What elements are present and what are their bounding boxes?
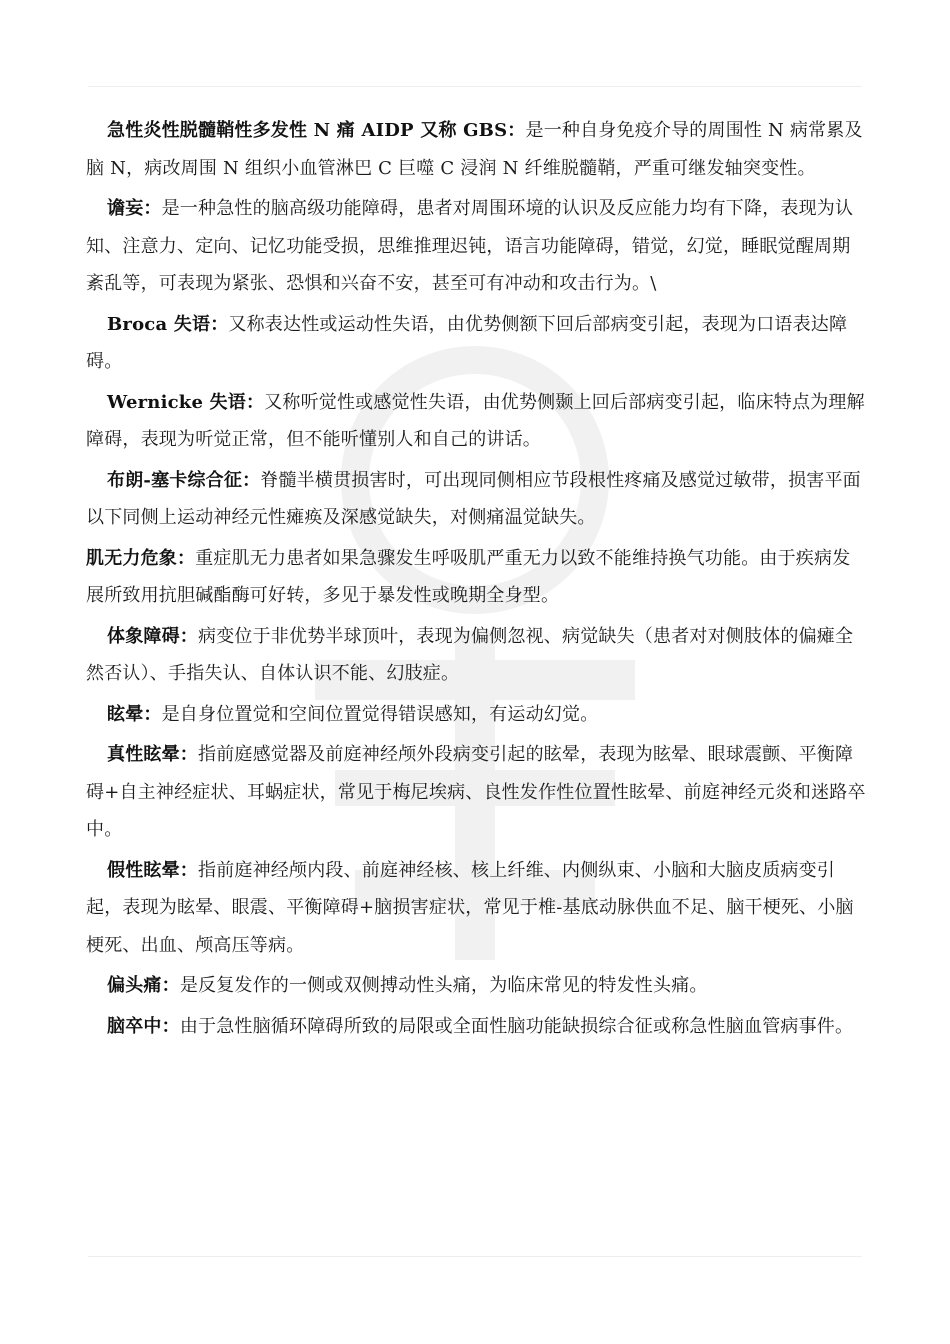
definition-body-image-disorder: 病变位于非优势半球顶叶，表现为偏侧忽视、病觉缺失（患者对对侧肢体的偏瘫全然否认）、手指失认、自体认识不能、幻肢症。	[86, 625, 854, 684]
definition-pseudo-vertigo: 指前庭神经颅内段、前庭神经核、核上纤维、内侧纵束、小脑和大脑皮质病变引起，表现为眩晕、眼震、平衡障碍+脑损害症状，常见于椎-基底动脉供血不足、脑干梗死、小脑梗死、出血、颅高压等病。	[86, 859, 854, 956]
definition-wernicke-aphasia: 又称听觉性或感觉性失语，由优势侧颞上回后部病变引起，临床特点为理解障碍，表现为听觉正常，但不能听懂别人和自己的讲话。	[86, 391, 865, 450]
term-brown-sequard: 布朗-塞卡综合征：	[107, 469, 261, 491]
term-aidp: 急性炎性脱髓鞘性多发性 N 痛 AIDP 又称 GBS：	[107, 120, 526, 141]
term-body-image-disorder: 体象障碍：	[107, 625, 198, 647]
term-stroke: 脑卒中：	[107, 1015, 180, 1037]
term-pseudo-vertigo: 假性眩晕：	[107, 859, 198, 881]
glossary-content	[86, 112, 868, 1048]
glossary-entry-broca-aphasia	[86, 306, 868, 381]
glossary-entry-body-image-disorder	[86, 618, 868, 693]
glossary-entry-brown-sequard	[86, 462, 868, 537]
glossary-entry-pseudo-vertigo	[86, 852, 868, 965]
term-wernicke-aphasia: Wernicke 失语：	[107, 391, 265, 413]
definition-true-vertigo: 指前庭感觉器及前庭神经颅外段病变引起的眩晕，表现为眩晕、眼球震颤、平衡障碍+自主神经症状、耳蜗症状，常见于梅尼埃病、良性发作性位置性眩晕、前庭神经元炎和迷路卒中。	[86, 744, 866, 840]
glossary-entry-delirium	[86, 190, 868, 303]
definition-brown-sequard: 脊髓半横贯损害时，可出现同侧相应节段根性疼痛及感觉过敏带，损害平面以下同侧上运动神经元性瘫痪及深感觉缺失，对侧痛温觉缺失。	[86, 469, 861, 528]
page-top-rule	[88, 86, 862, 87]
definition-vertigo: 是自身位置觉和空间位置觉得错误感知，有运动幻觉。	[161, 703, 599, 725]
term-broca-aphasia: Broca 失语：	[107, 313, 229, 335]
term-vertigo: 眩晕：	[107, 703, 162, 725]
glossary-entry-true-vertigo	[86, 736, 868, 849]
page-bottom-rule	[88, 1256, 862, 1257]
definition-stroke: 由于急性脑循环障碍所致的局限或全面性脑功能缺损综合征或称急性脑血管病事件。	[179, 1015, 854, 1037]
definition-broca-aphasia: 又称表达性或运动性失语，由优势侧额下回后部病变引起，表现为口语表达障碍。	[86, 313, 848, 372]
glossary-entry-stroke	[86, 1008, 868, 1046]
definition-aidp: 是一种自身免疫介导的周围性 N 病常累及脑 N，病改周围 N 组织小血管淋巴 C 巨噬 C 浸润 N 纤维脱髓鞘，严重可继发轴突变性。	[86, 120, 863, 179]
definition-myasthenic-crisis: 重症肌无力患者如果急骤发生呼吸肌严重无力以致不能维持换气功能。由于疾病发展所致用抗胆碱酯酶可好转，多见于暴发性或晚期全身型。	[86, 547, 851, 606]
glossary-entry-migraine	[86, 967, 868, 1005]
glossary-entry-vertigo	[86, 696, 868, 734]
term-myasthenic-crisis: 肌无力危象：	[86, 547, 196, 569]
glossary-entry-myasthenic-crisis	[86, 540, 868, 615]
glossary-entry-wernicke-aphasia	[86, 384, 868, 459]
definition-migraine: 是反复发作的一侧或双侧搏动性头痛，为临床常见的特发性头痛。	[179, 975, 708, 996]
glossary-entry-aidp	[86, 112, 868, 187]
definition-delirium: 是一种急性的脑高级功能障碍，患者对周围环境的认识及反应能力均有下降，表现为认知、注意力、定向、记忆功能受损，思维推理迟钝，语言功能障碍，错觉，幻觉，睡眠觉醒周期紊乱等，可表现为紧张、恐惧和兴奋不安，甚至可有冲动和攻击行为。\	[86, 198, 854, 294]
term-true-vertigo: 真性眩晕：	[107, 744, 198, 765]
term-delirium: 谵妄：	[107, 198, 162, 219]
term-migraine: 偏头痛：	[107, 975, 180, 996]
